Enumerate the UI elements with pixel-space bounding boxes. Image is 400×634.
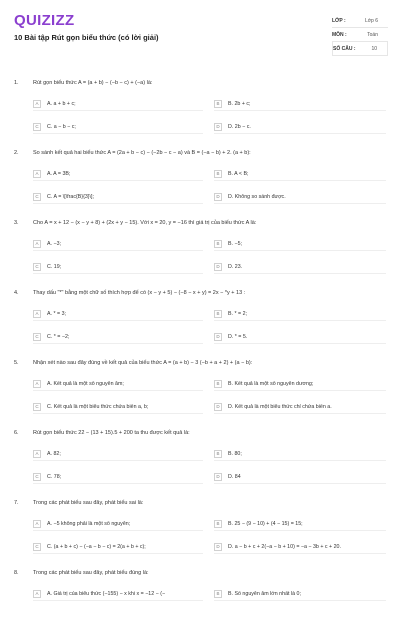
option-text: C. A = \[\frac{B}{3}\]; xyxy=(47,193,94,200)
option-letter-box: A xyxy=(33,240,41,248)
option-letter-box: B xyxy=(214,240,222,248)
option-letter-box: D xyxy=(214,333,222,341)
question-number: 6. xyxy=(14,430,19,436)
option-letter-box: C xyxy=(33,333,41,341)
option-b[interactable] xyxy=(214,307,386,321)
option-text: A. 82; xyxy=(47,450,61,457)
option-b[interactable] xyxy=(214,517,386,531)
option-c[interactable] xyxy=(33,260,203,274)
option-a[interactable] xyxy=(33,97,203,111)
option-letter-box: C xyxy=(33,263,41,271)
option-d[interactable] xyxy=(214,400,386,414)
meta-value: Toán xyxy=(367,31,378,38)
option-text: A. * = 3; xyxy=(47,310,66,317)
meta-key: MÔN : xyxy=(332,31,347,38)
option-letter-box: A xyxy=(33,170,41,178)
quizizz-logo: QUIZIZZ xyxy=(14,12,75,29)
option-text: D. 23. xyxy=(228,263,243,270)
meta-key: SỐ CÂU : xyxy=(333,45,356,52)
meta-panel xyxy=(332,14,388,56)
option-text: D. Kết quả là một biểu thức chỉ chứa biến a. xyxy=(228,403,332,410)
option-text: C. 78; xyxy=(47,473,62,480)
option-a[interactable] xyxy=(33,447,203,461)
option-letter-box: C xyxy=(33,193,41,201)
option-text: A. A = 3B; xyxy=(47,170,71,177)
option-text: C. a − b − c; xyxy=(47,123,76,130)
option-c[interactable] xyxy=(33,470,203,484)
option-letter-box: D xyxy=(214,123,222,131)
option-a[interactable] xyxy=(33,307,203,321)
option-a[interactable] xyxy=(33,377,203,391)
question-4 xyxy=(0,284,400,354)
question-number: 8. xyxy=(14,570,19,576)
option-text: C. Kết quả là một biểu thức chứa biến a, b; xyxy=(47,403,149,410)
option-c[interactable] xyxy=(33,330,203,344)
meta-key: LỚP : xyxy=(332,17,346,24)
option-text: C. (a + b + c) − (−a − b − c) = 2(a + b + c); xyxy=(47,543,146,550)
option-b[interactable] xyxy=(214,377,386,391)
option-letter-box: A xyxy=(33,520,41,528)
option-c[interactable] xyxy=(33,120,203,134)
question-3 xyxy=(0,214,400,284)
option-letter-box: C xyxy=(33,403,41,411)
option-letter-box: D xyxy=(214,193,222,201)
option-text: D. 2b − c. xyxy=(228,123,251,130)
question-text: Nhận xét nào sau đây đúng về kết quả của biểu thức A = (a + b) − 3 (−b + a + 2) + (a − b): xyxy=(33,360,253,366)
question-number: 1. xyxy=(14,80,19,86)
option-text: A. a + b + c; xyxy=(47,100,76,107)
option-text: B. −5; xyxy=(228,240,242,247)
option-text: B. 25 − (9 − 10) + (4 − 15) = 15; xyxy=(228,520,303,527)
option-letter-box: C xyxy=(33,543,41,551)
question-1 xyxy=(0,74,400,144)
option-text: D. * = 5. xyxy=(228,333,248,340)
option-letter-box: A xyxy=(33,310,41,318)
option-a[interactable] xyxy=(33,167,203,181)
option-c[interactable] xyxy=(33,400,203,414)
option-text: B. Số nguyên âm lớn nhất là 0; xyxy=(228,590,301,597)
option-letter-box: B xyxy=(214,170,222,178)
question-5 xyxy=(0,354,400,424)
worksheet-title: 10 Bài tập Rút gọn biểu thức (có lời giải) xyxy=(14,33,159,42)
option-letter-box: C xyxy=(33,123,41,131)
option-letter-box: D xyxy=(214,543,222,551)
option-text: D. a − b + c + 2(−a − b + 10) = −a − 3b + c + 20. xyxy=(228,543,341,550)
question-2 xyxy=(0,144,400,214)
meta-row-grade xyxy=(332,14,388,28)
option-c[interactable] xyxy=(33,540,203,554)
option-a[interactable] xyxy=(33,587,203,601)
option-letter-box: B xyxy=(214,310,222,318)
option-text: D. Không so sánh được. xyxy=(228,193,286,200)
question-number: 2. xyxy=(14,150,19,156)
meta-value: 10 xyxy=(371,45,377,52)
option-text: B. 2b + c; xyxy=(228,100,251,107)
option-d[interactable] xyxy=(214,470,386,484)
option-text: A. Kết quả là một số nguyên âm; xyxy=(47,380,124,387)
meta-value: Lớp 6 xyxy=(364,17,378,24)
question-number: 3. xyxy=(14,220,19,226)
option-text: B. Kết quả là một số nguyên dương; xyxy=(228,380,314,387)
question-text: Rút gọn biểu thức A = (a + b) − (−b − c) + (−a) là: xyxy=(33,80,153,86)
option-d[interactable] xyxy=(214,120,386,134)
option-letter-box: A xyxy=(33,590,41,598)
question-8 xyxy=(0,564,400,634)
option-letter-box: B xyxy=(214,100,222,108)
option-text: B. * = 2; xyxy=(228,310,247,317)
question-text: Trong các phát biểu sau đây, phát biểu đúng là: xyxy=(33,570,149,576)
option-b[interactable] xyxy=(214,447,386,461)
option-letter-box: B xyxy=(214,380,222,388)
option-b[interactable] xyxy=(214,97,386,111)
question-number: 4. xyxy=(14,290,19,296)
option-text: B. A < B; xyxy=(228,170,249,177)
option-letter-box: B xyxy=(214,590,222,598)
option-d[interactable] xyxy=(214,260,386,274)
option-letter-box: A xyxy=(33,450,41,458)
question-number: 5. xyxy=(14,360,19,366)
option-text: C. 19; xyxy=(47,263,62,270)
question-text: Thay dấu "*" bằng một chữ số thích hợp để có (x − y + 5) − (−8 − x + y) = 2x − *y + 13 : xyxy=(33,290,246,296)
option-letter-box: D xyxy=(214,403,222,411)
option-b[interactable] xyxy=(214,167,386,181)
option-a[interactable] xyxy=(33,517,203,531)
option-letter-box: B xyxy=(214,450,222,458)
question-7 xyxy=(0,494,400,564)
option-letter-box: D xyxy=(214,263,222,271)
option-c[interactable] xyxy=(33,190,203,204)
meta-row-subject xyxy=(332,28,388,42)
worksheet-header xyxy=(0,0,400,64)
option-letter-box: D xyxy=(214,473,222,481)
option-text: A. −5 không phải là một số nguyên; xyxy=(47,520,131,527)
option-letter-box: A xyxy=(33,380,41,388)
option-text: D. 84 xyxy=(228,473,241,480)
option-letter-box: A xyxy=(33,100,41,108)
option-d[interactable] xyxy=(214,330,386,344)
question-text: Trong các phát biểu sau đây, phát biểu sai là: xyxy=(33,500,144,506)
option-d[interactable] xyxy=(214,540,386,554)
option-a[interactable] xyxy=(33,237,203,251)
meta-row-count xyxy=(332,42,388,56)
option-text: A. Giá trị của biểu thức (−155) − x khi x = −12 − (− xyxy=(47,590,166,597)
option-text: B. 80; xyxy=(228,450,242,457)
option-text: A. −3; xyxy=(47,240,61,247)
option-d[interactable] xyxy=(214,190,386,204)
question-6 xyxy=(0,424,400,494)
option-text: C. * = −2; xyxy=(47,333,70,340)
question-list xyxy=(0,74,400,634)
option-letter-box: B xyxy=(214,520,222,528)
option-b[interactable] xyxy=(214,587,386,601)
option-b[interactable] xyxy=(214,237,386,251)
question-text: So sánh kết quả hai biểu thức A = (2a + b − c) − (−2b − c − a) và B = (−a − b) + 2. (a + b): xyxy=(33,150,251,156)
question-text: Rút gọn biểu thức 22 − (13 + 15).5 + 200 ta thu được kết quả là: xyxy=(33,430,190,436)
question-number: 7. xyxy=(14,500,19,506)
question-text: Cho A = x + 12 − (x − y + 8) + (2x + y − 15). Với x = 20, y = −16 thì giá trị của biểu thức A là: xyxy=(33,220,257,226)
option-letter-box: C xyxy=(33,473,41,481)
